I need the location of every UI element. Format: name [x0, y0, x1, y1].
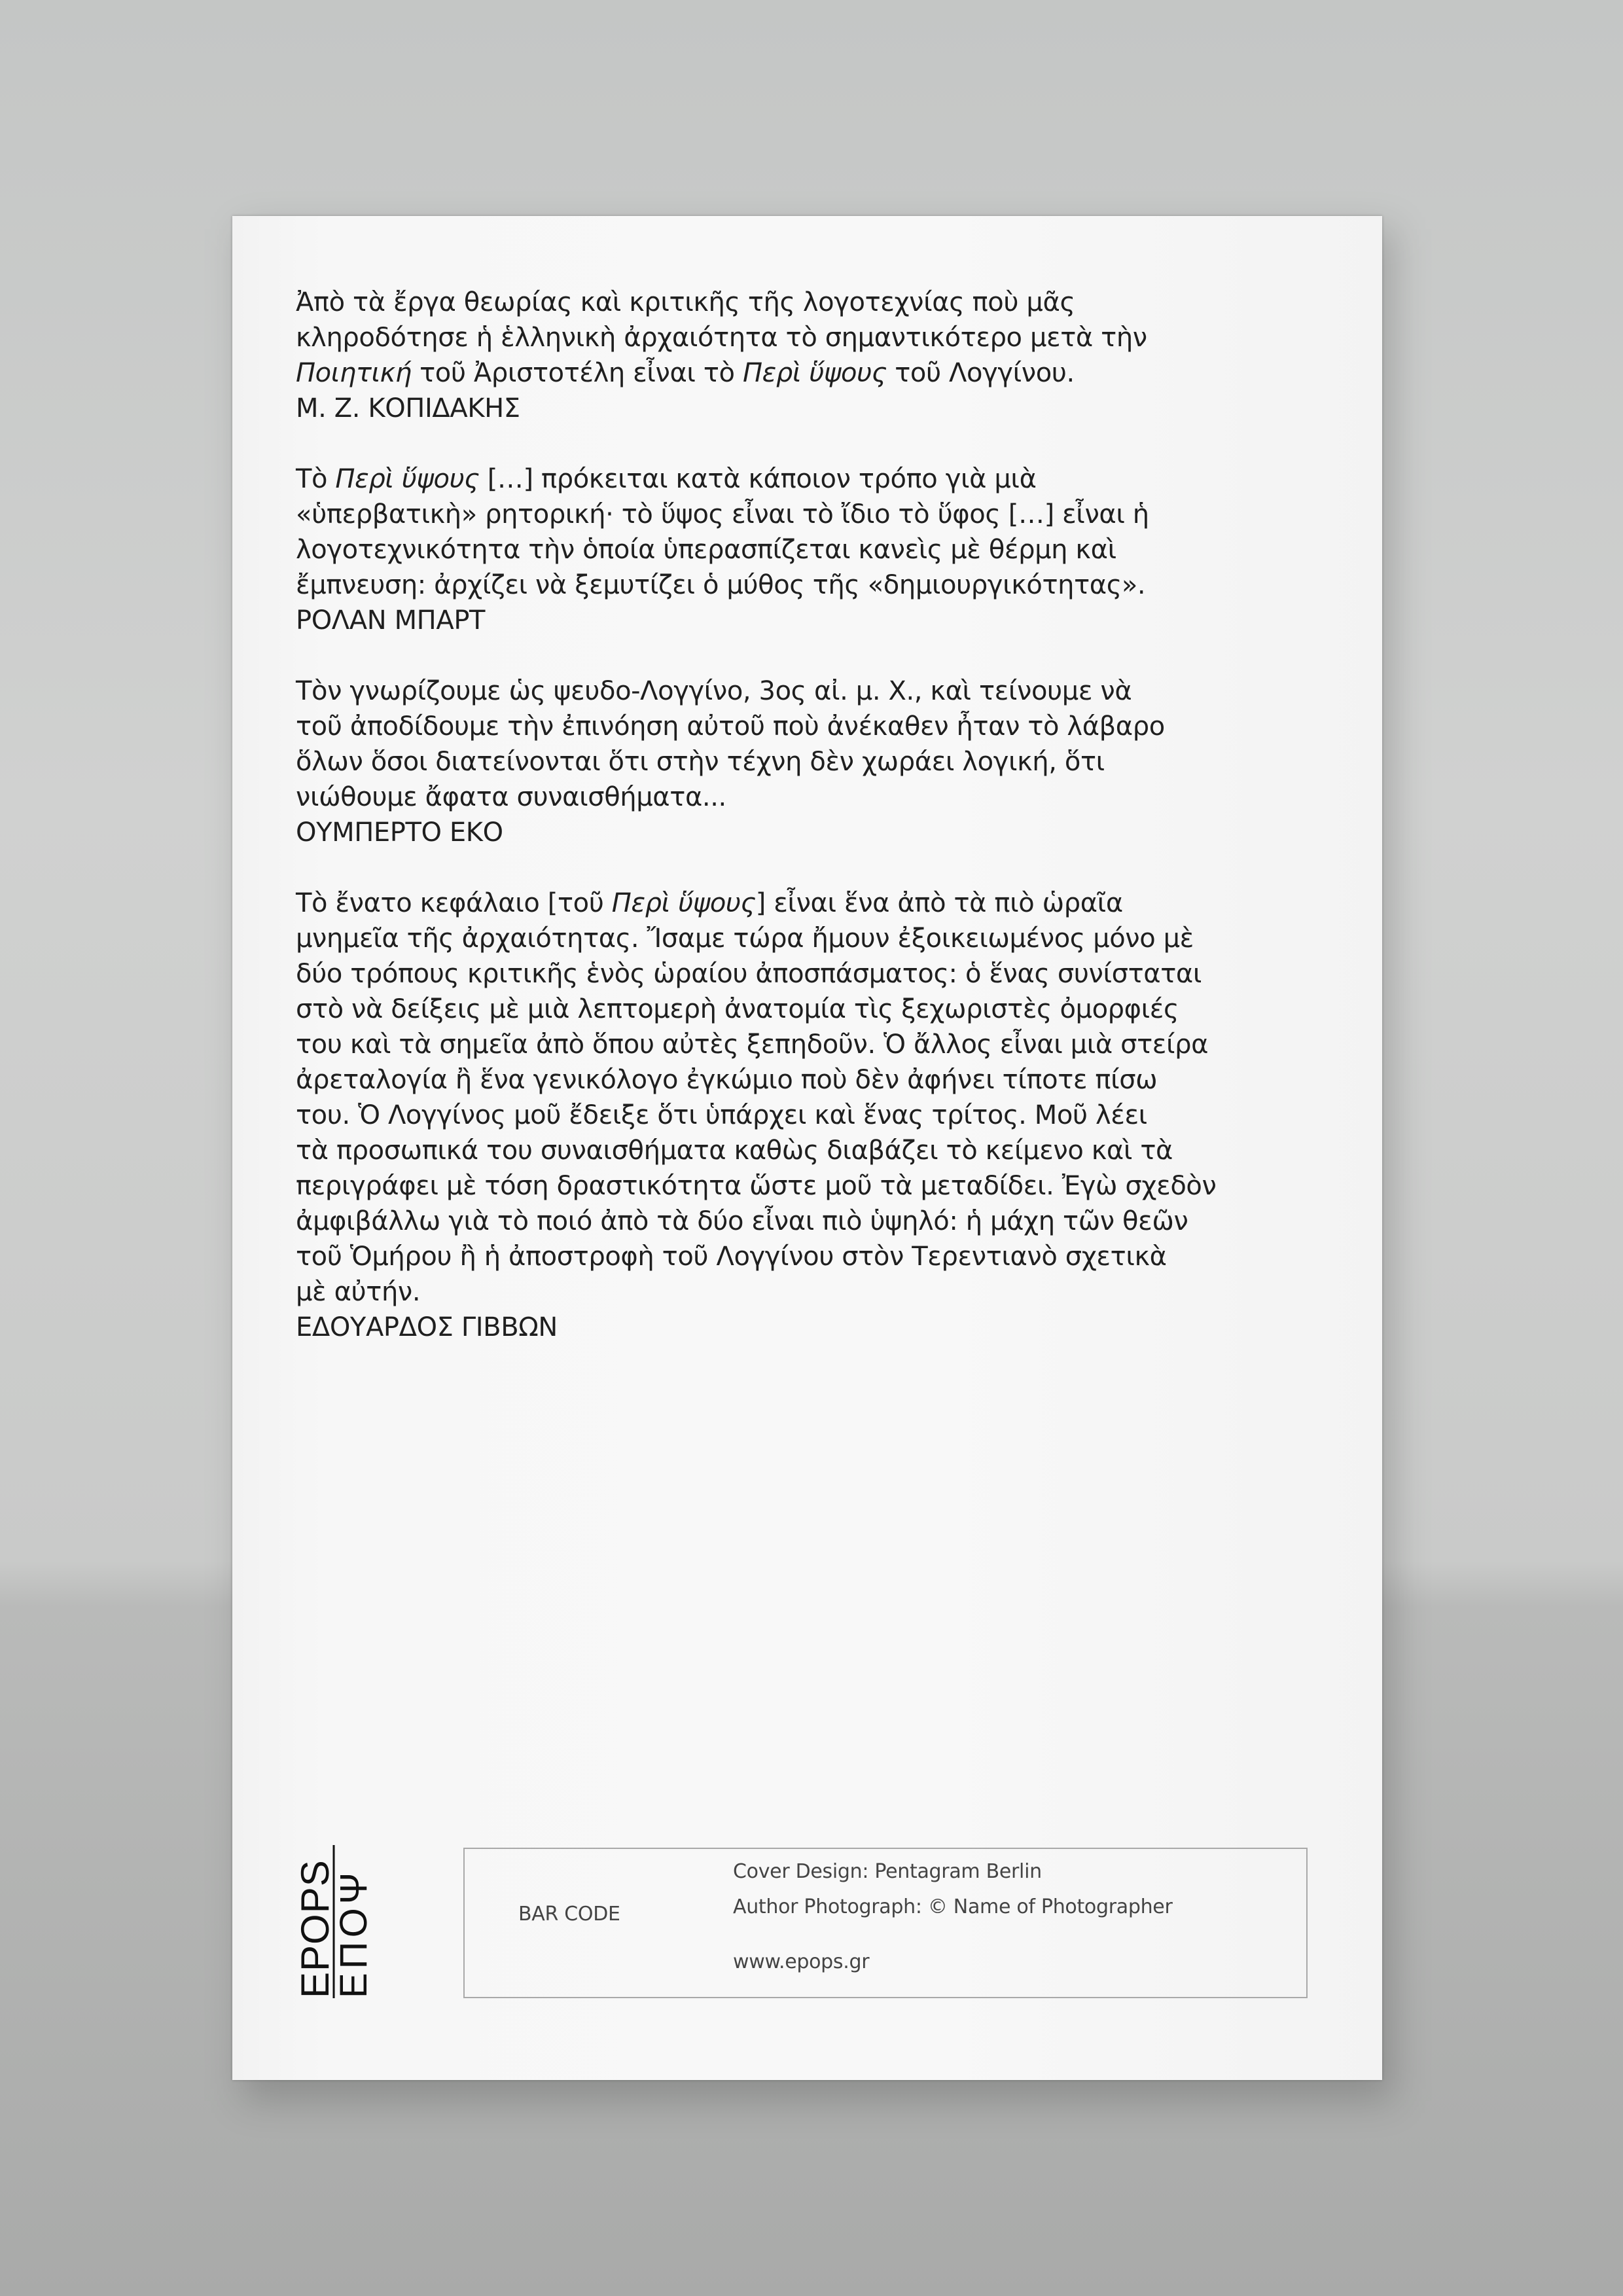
quote-text: ἔμπνευση: ἀρχίζει νὰ ξεμυτίζει ὁ μύθος τῆς «δημιουργικότητας». — [296, 570, 1146, 600]
quote-text: τοῦ Λογγίνου. — [886, 358, 1075, 388]
quote-line — [296, 886, 1264, 921]
quote-text: του. Ὁ Λογγίνος μοῦ ἔδειξε ὅτι ὑπάρχει καὶ ἕνας τρίτος. Μοῦ λέει — [296, 1100, 1147, 1130]
quote-line — [296, 532, 1264, 567]
quote-text: Τὸν γνωρίζουμε ὡς ψευδο-Λογγίνο, 3ος αἰ. μ. Χ., καὶ τείνουμε νὰ — [296, 676, 1132, 706]
quote-line — [296, 461, 1264, 497]
quote-line — [296, 673, 1264, 709]
quote-text: δύο τρόπους κριτικῆς ἑνὸς ὡραίου ἀποσπάσματος: ὁ ἕνας συνίσταται — [296, 959, 1202, 989]
quote-text: μὲ αὐτήν. — [296, 1277, 421, 1307]
quote-line — [296, 1027, 1264, 1062]
quote-text: ἀμφιβάλλω γιὰ τὸ ποιό ἀπὸ τὰ δύο εἶναι πιὸ ὑψηλό: ἡ μάχη τῶν θεῶν — [296, 1206, 1188, 1236]
quote-block — [296, 673, 1264, 850]
book-title-italic: Ποιητική — [296, 358, 412, 388]
quote-text: ] εἶναι ἕνα ἀπὸ τὰ πιὸ ὡραῖα — [755, 888, 1123, 918]
quote-text: νιώθουμε ἄφατα συναισθήματα... — [296, 782, 726, 812]
quote-text: τὰ προσωπικά του συναισθήματα καθὼς διαβάζει τὸ κείμενο καὶ τὰ — [296, 1136, 1173, 1166]
quote-line — [296, 956, 1264, 992]
quote-line — [296, 744, 1264, 780]
quote-text: λογοτεχνικότητα τὴν ὁποία ὑπερασπίζεται κανεὶς μὲ θέρμη καὶ — [296, 535, 1116, 565]
credits — [733, 1854, 1173, 1980]
epops-logo-icon — [293, 1842, 375, 2000]
quote-line — [296, 921, 1264, 956]
quote-text: ὅλων ὅσοι διατείνονται ὅτι στὴν τέχνη δὲν χωράει λογική, ὅτι — [296, 747, 1105, 777]
quote-line — [296, 355, 1264, 391]
quote-text: περιγράφει μὲ τόση δραστικότητα ὥστε μοῦ τὰ μεταδίδει. Ἐγὼ σχεδὸν — [296, 1171, 1217, 1201]
epops-logo — [293, 1842, 375, 2000]
quote-line — [296, 992, 1264, 1027]
quote-author: ΕΔΟΥΑΡΔΟΣ ΓΙΒΒΩΝ — [296, 1312, 558, 1342]
quote-text: Ἀπὸ τὰ ἔργα θεωρίας καὶ κριτικῆς τῆς λογοτεχνίας ποὺ μᾶς — [296, 287, 1075, 317]
quote-line — [296, 780, 1264, 815]
quote-text: στὸ νὰ δείξεις μὲ μιὰ λεπτομερὴ ἀνατομία τὶς ξεχωριστὲς ὀμορφιές — [296, 994, 1179, 1024]
quote-author: Μ. Ζ. ΚΟΠΙΔΑΚΗΣ — [296, 393, 520, 423]
cover-design-credit: Cover Design: Pentagram Berlin — [733, 1860, 1042, 1883]
book-title-italic: Περὶ ὕψους — [742, 358, 887, 388]
quote-line — [296, 1062, 1264, 1098]
quote-text: […] πρόκειται κατὰ κάποιον τρόπο γιὰ μιὰ — [479, 464, 1037, 494]
quote-text: τοῦ Ὁμήρου ἢ ἡ ἀποστροφὴ τοῦ Λογγίνου στὸν Τερεντιανὸ σχετικὰ — [296, 1242, 1167, 1272]
logo-greek-text: ΕΠΟΨ — [332, 1868, 375, 1998]
quote-line — [296, 285, 1264, 320]
quote-author: ΟΥΜΠΕΡΤΟ ΕΚΟ — [296, 817, 503, 848]
quote-line — [296, 320, 1264, 355]
quote-line — [296, 497, 1264, 532]
quote-text: μνημεῖα τῆς ἀρχαιότητας. Ἴσαμε τώρα ἤμουν ἐξοικειωμένος μόνο μὲ — [296, 924, 1194, 954]
quote-block — [296, 886, 1264, 1345]
quote-text: κληροδότησε ἡ ἑλληνικὴ ἀρχαιότητα τὸ σημαντικότερο μετὰ τὴν — [296, 323, 1147, 353]
quote-text: Τὸ ἔνατο κεφάλαιο [τοῦ — [296, 888, 612, 918]
quote-author: ΡΟΛΑΝ ΜΠΑΡΤ — [296, 605, 486, 636]
quote-block — [296, 461, 1264, 638]
quote-line — [296, 567, 1264, 603]
quote-line — [296, 1204, 1264, 1239]
website-link[interactable]: www.epops.gr — [733, 1950, 870, 1973]
info-box — [463, 1848, 1308, 1998]
quote-line — [296, 1168, 1264, 1204]
quote-text: τοῦ Ἀριστοτέλη εἶναι τὸ — [411, 358, 743, 388]
quote-line — [296, 1133, 1264, 1168]
quotes-block — [296, 285, 1264, 1380]
barcode-placeholder: BAR CODE — [518, 1903, 620, 1926]
quote-text: ἀρεταλογία ἢ ἕνα γενικόλογο ἐγκώμιο ποὺ δὲν ἀφήνει τίποτε πίσω — [296, 1065, 1158, 1095]
logo-latin-text: EPOPS — [293, 1859, 337, 1998]
quote-line — [296, 709, 1264, 744]
quote-text: Τὸ — [296, 464, 336, 494]
book-title-italic: Περὶ ὕψους — [335, 464, 480, 494]
quote-line — [296, 1274, 1264, 1310]
book-title-italic: Περὶ ὕψους — [611, 888, 756, 918]
author-photo-credit: Author Photograph: © Name of Photographer — [733, 1895, 1173, 1918]
book-back-cover — [232, 216, 1382, 2080]
quote-text: «ὑπερβατικὴ» ρητορική· τὸ ὕψος εἶναι τὸ ἴδιο τὸ ὕφος […] εἶναι ἡ — [296, 499, 1149, 529]
quote-line — [296, 1239, 1264, 1274]
quote-line — [296, 1098, 1264, 1133]
quote-block — [296, 285, 1264, 426]
quote-text: του καὶ τὰ σημεῖα ἀπὸ ὅπου αὐτὲς ξεπηδοῦν. Ὁ ἄλλος εἶναι μιὰ στείρα — [296, 1030, 1209, 1060]
quote-text: τοῦ ἀποδίδουμε τὴν ἐπινόηση αὐτοῦ ποὺ ἀνέκαθεν ἦταν τὸ λάβαρο — [296, 711, 1165, 742]
